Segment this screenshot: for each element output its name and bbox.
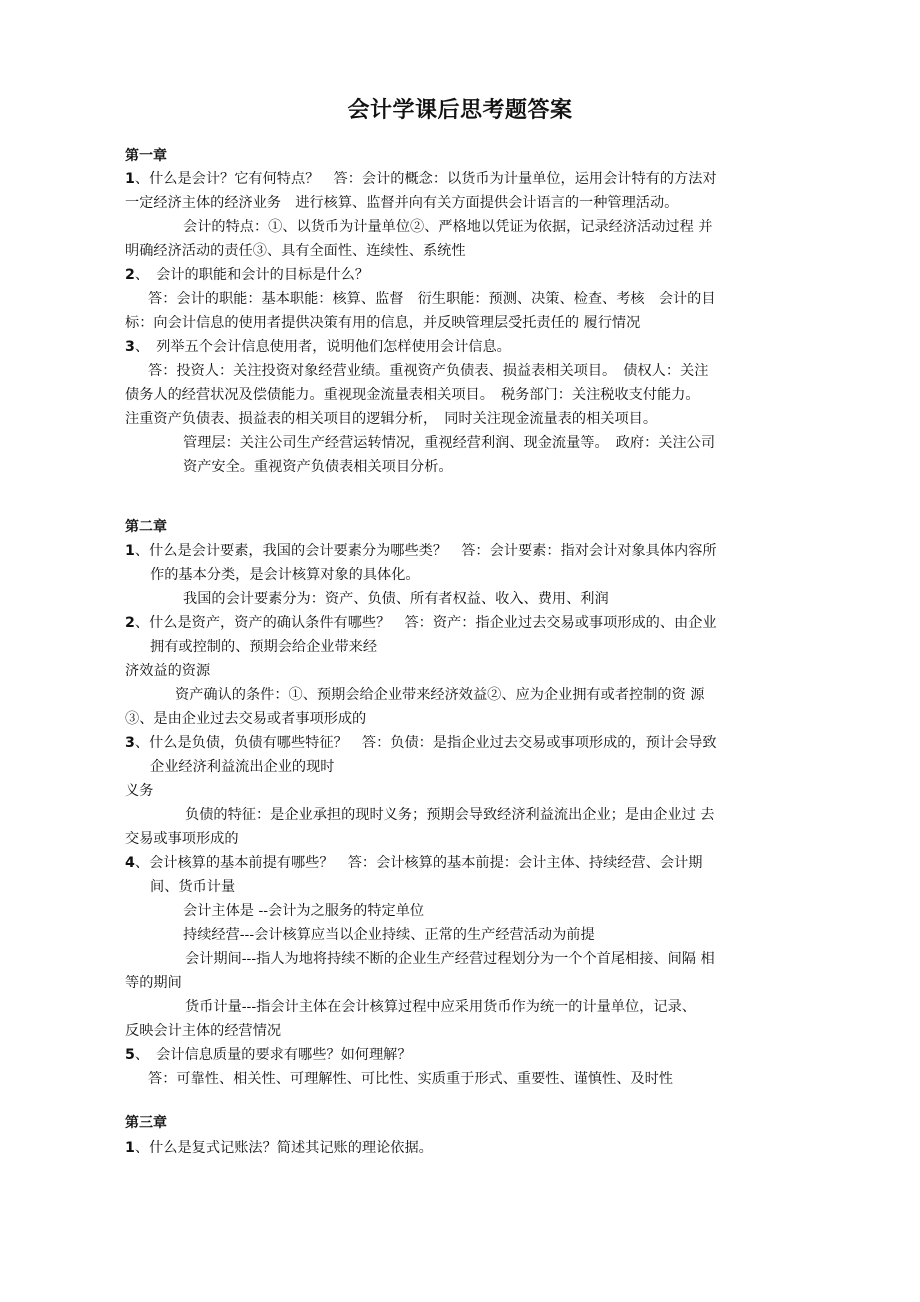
- ch2-q4-line-1: [125, 852, 702, 874]
- ch2-q4-number: 4: [125, 855, 135, 871]
- chapter-3-heading: 第三章: [125, 1115, 167, 1131]
- ch1-q3-number: 3: [125, 339, 135, 355]
- ch3-q1-text: 、什么是复式记账法？简述其记账的理论依据。: [134, 1140, 433, 1156]
- ch2-q2-text: 、什么是资产，资产的确认条件有哪些？ 答：资产：指企业过去交易或事项形成的、由企业: [134, 615, 717, 631]
- ch1-q2-number: 2: [125, 267, 135, 283]
- ch2-q3-line-5: 交易或事项形成的: [125, 831, 239, 847]
- ch2-q4-text: 、会计核算的基本前提有哪些？ 答：会计核算的基本前提：会计主体、持续经营、会计期: [134, 855, 703, 871]
- ch2-q2-line-3: 济效益的资源: [125, 663, 211, 679]
- ch2-q2-line-1: [125, 612, 717, 634]
- ch1-q1-line-3: 会计的特点：①、以货币为计量单位②、严格地以凭证为依据，记录经济活动过程 并: [183, 219, 713, 235]
- ch2-q4-line-4: 持续经营---会计核算应当以企业持续、正常的生产经营活动为前提: [183, 927, 595, 943]
- chapter-1-heading: 第一章: [125, 148, 167, 164]
- ch3-q1-line-1: [125, 1137, 433, 1159]
- ch2-q3-line-3: 义务: [125, 783, 154, 799]
- ch1-q2-line-3: 标：向会计信息的使用者提供决策有用的信息，并反映管理层受托责任的 履行情况: [125, 315, 641, 331]
- ch2-q5-line-1: [125, 1044, 412, 1066]
- ch2-q5-number: 5: [125, 1047, 135, 1063]
- ch2-q5-line-2: 答：可靠性、相关性、可理解性、可比性、实质重于形式、重要性、谨慎性、及时性: [148, 1071, 673, 1087]
- ch2-q1-number: 1: [125, 543, 135, 559]
- ch1-q2-line-2: 答：会计的职能：基本职能：核算、监督 衍生职能：预测、决策、检查、考核 会计的目: [148, 291, 716, 307]
- ch1-q2-text: 、 会计的职能和会计的目标是什么？: [134, 267, 369, 283]
- ch1-q3-line-3: 债务人的经营状况及偿债能力。重视现金流量表相关项目。 税务部门：关注税收支付能力。: [125, 387, 700, 403]
- ch3-q1-number: 1: [125, 1140, 135, 1156]
- ch1-q3-line-6: 资产安全。重视资产负债表相关项目分析。: [183, 459, 453, 475]
- ch2-q5-text: 、 会计信息质量的要求有哪些？如何理解？: [134, 1047, 412, 1063]
- ch2-q3-line-2: 企业经济利益流出企业的现时: [150, 759, 335, 775]
- ch2-q1-line-3: 我国的会计要素分为：资产、负债、所有者权益、收入、费用、利润: [183, 591, 609, 607]
- ch2-q4-line-5: 会计期间---指人为地将持续不断的企业生产经营过程划分为一个个首尾相接、间隔 相: [185, 951, 715, 967]
- ch1-q3-text: 、 列举五个会计信息使用者，说明他们怎样使用会计信息。: [134, 339, 511, 355]
- ch2-q3-number: 3: [125, 735, 135, 751]
- ch2-q4-line-3: 会计主体是 --会计为之服务的特定单位: [183, 903, 425, 919]
- ch2-q4-line-2: 间、货币计量: [150, 879, 236, 895]
- ch2-q2-line-4: 资产确认的条件：①、预期会给企业带来经济效益②、应为企业拥有或者控制的资 源: [175, 687, 705, 703]
- ch2-q4-line-8: 反映会计主体的经营情况: [125, 1023, 282, 1039]
- ch2-q1-line-1: [125, 540, 717, 562]
- ch2-q3-line-4: 负债的特征：是企业承担的现时义务；预期会导致经济利益流出企业；是由企业过 去: [185, 807, 715, 823]
- ch2-q2-number: 2: [125, 615, 135, 631]
- ch1-q1-text: 、什么是会计？它有何特点？ 答：会计的概念：以货币为计量单位，运用会计特有的方法对: [134, 171, 717, 187]
- ch2-q4-line-7: 货币计量---指会计主体在会计核算过程中应采用货币作为统一的计量单位，记录、: [185, 999, 696, 1015]
- ch1-q1-line-1: [125, 168, 717, 190]
- ch1-q3-line-1: [125, 336, 511, 358]
- ch2-q2-line-5: ③、是由企业过去交易或者事项形成的: [125, 711, 367, 727]
- ch2-q3-text: 、什么是负债，负债有哪些特征？ 答：负债：是指企业过去交易或事项形成的，预计会导致: [134, 735, 717, 751]
- ch2-q1-text: 、什么是会计要素，我国的会计要素分为哪些类？ 答：会计要素：指对会计对象具体内容所: [134, 543, 717, 559]
- ch2-q4-line-6: 等的期间: [125, 975, 182, 991]
- ch2-q1-line-2: 作的基本分类，是会计核算对象的具体化。: [150, 567, 420, 583]
- document-title: 会计学课后思考题答案: [347, 98, 573, 123]
- ch1-q3-line-4: 注重资产负债表、损益表的相关项目的逻辑分析， 同时关注现金流量表的相关项目。: [125, 411, 658, 427]
- ch2-q3-line-1: [125, 732, 717, 754]
- ch1-q3-line-5: 管理层：关注公司生产经营运转情况，重视经营利润、现金流量等。 政府：关注公司: [183, 435, 716, 451]
- ch1-q1-line-2: 一定经济主体的经济业务 进行核算、监督并向有关方面提供会计语言的一种管理活动。: [125, 195, 679, 211]
- chapter-2-heading: 第二章: [125, 519, 167, 535]
- ch2-q2-line-2: 拥有或控制的、预期会给企业带来经: [150, 639, 378, 655]
- ch1-q3-line-2: 答：投资人：关注投资对象经营业绩。重视资产负债表、损益表相关项目。 债权人：关注: [148, 363, 709, 379]
- ch1-q1-line-4: 明确经济活动的责任③、具有全面性、连续性、系统性: [125, 243, 466, 259]
- ch1-q2-line-1: [125, 264, 369, 286]
- ch1-q1-number: 1: [125, 171, 135, 187]
